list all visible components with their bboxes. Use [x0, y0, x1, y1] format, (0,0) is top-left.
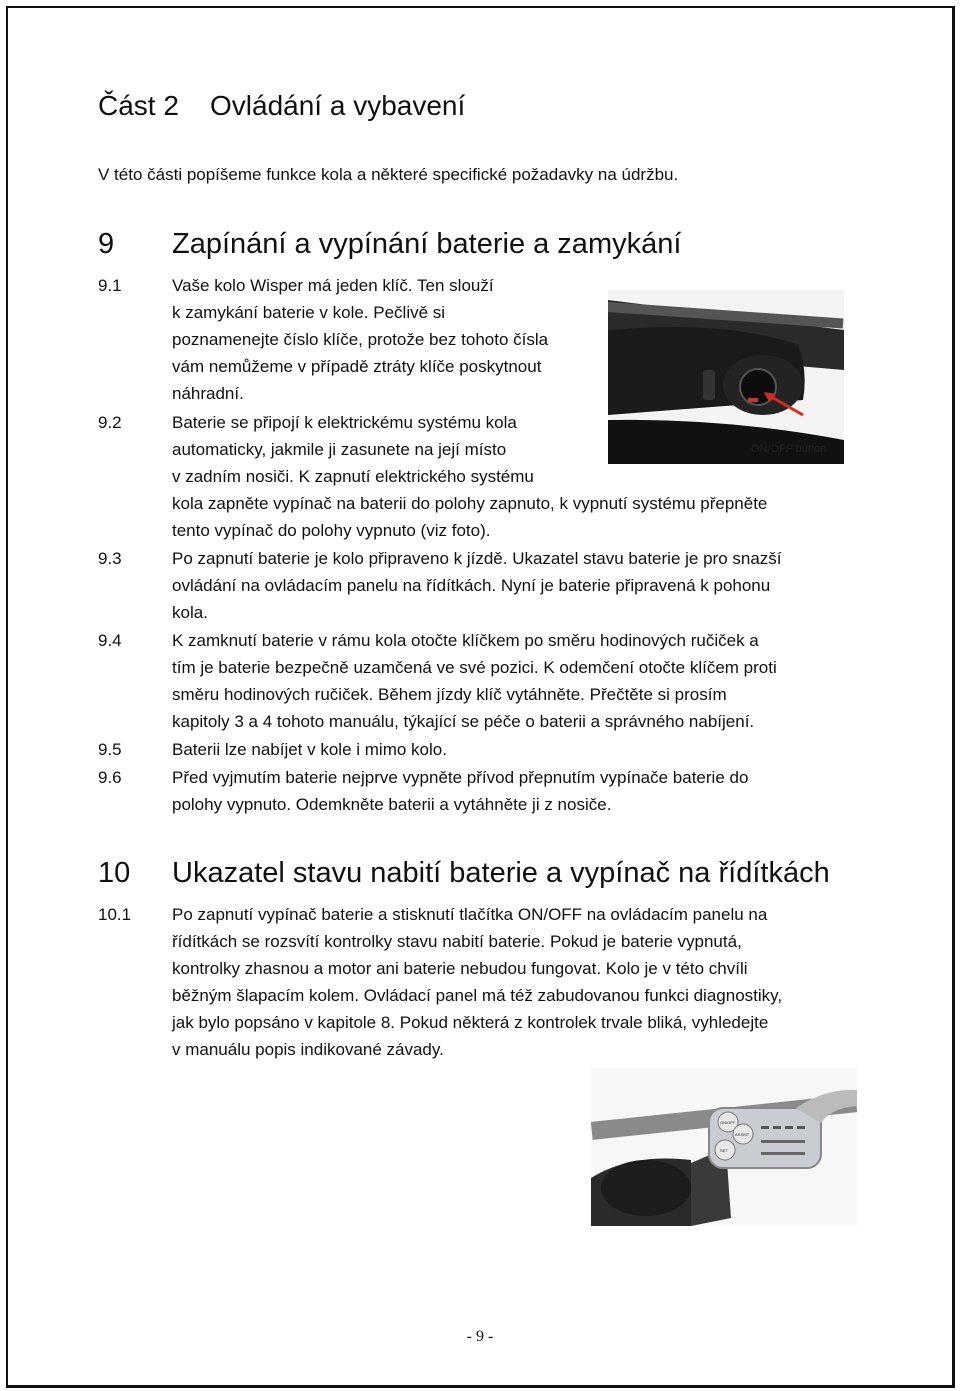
battery-switch-photo — [608, 290, 844, 464]
item-10-1-line: jak bylo popsáno v kapitole 8. Pokud některá z kontrolek trvale bliká, vyhledejte — [172, 1013, 769, 1032]
page-number: - 9 - — [466, 1328, 494, 1345]
item-9-2-number: 9.2 — [98, 413, 122, 432]
item-9-4-line: kapitoly 3 a 4 tohoto manuálu, týkající se péče o baterii a správného nabíjení. — [172, 712, 755, 731]
item-9-6-line: polohy vypnuto. Odemkněte baterii a vytáhněte ji z nosiče. — [172, 795, 612, 814]
part-heading — [98, 90, 465, 122]
panel-label-set: SET — [720, 1148, 728, 1153]
panel-label-assist: ASSIST — [735, 1132, 750, 1137]
item-9-4-line: tím je baterie bezpečně uzamčená ve své pozici. K odemčení otočte klíčem proti — [172, 658, 777, 677]
item-9-5-number: 9.5 — [98, 740, 122, 759]
item-9-6-number: 9.6 — [98, 768, 122, 787]
part-title: Ovládání a vybavení — [210, 90, 466, 121]
panel-label-onoff: ON/OFF — [720, 1120, 736, 1125]
item-10-1-line: Po zapnutí vypínač baterie a stisknutí tlačítka ON/OFF na ovládacím panelu na — [172, 905, 768, 924]
section-9-title: Zapínání a vypínání baterie a zamykání — [172, 228, 682, 260]
item-9-3-line: ovládání na ovládacím panelu na řídítkách. Nyní je baterie připravená k pohonu — [172, 576, 771, 595]
item-9-3-line: Po zapnutí baterie je kolo připraveno k jízdě. Ukazatel stavu baterie je pro snazší — [172, 549, 782, 568]
item-9-5-line: Baterii lze nabíjet v kole i mimo kolo. — [172, 740, 447, 759]
item-9-1-line: náhradní. — [172, 384, 244, 403]
item-9-1-line: Vaše kolo Wisper má jeden klíč. Ten slouží — [172, 276, 494, 295]
section-10-number: 10 — [98, 857, 131, 889]
item-9-2-line: Baterie se připojí k elektrickému systému kola — [172, 413, 517, 432]
item-9-4-number: 9.4 — [98, 631, 122, 650]
on-off-button-caption: ON/OFF button — [751, 443, 827, 455]
section-10-title: Ukazatel stavu nabití baterie a vypínač na řídítkách — [172, 857, 830, 889]
item-10-1-line: kontrolky zhasnou a motor ani baterie nebudou fungovat. Kolo je v této chvíli — [172, 959, 748, 978]
item-10-1-line: běžným šlapacím kolem. Ovládací panel má též zabudovanou funkci diagnostiky, — [172, 986, 783, 1005]
item-9-6-line: Před vyjmutím baterie nejprve vypněte přívod přepnutím vypínače baterie do — [172, 768, 749, 787]
intro-paragraph: V této části popíšeme funkce kola a některé specifické požadavky na údržbu. — [98, 165, 679, 184]
section-9-number: 9 — [98, 228, 115, 260]
section-9-heading — [98, 228, 798, 264]
part-number: Část 2 — [98, 90, 179, 121]
section-10-heading — [98, 857, 898, 893]
item-9-1-line: k zamykání baterie v kole. Pečlivě si — [172, 303, 446, 322]
item-9-3-number: 9.3 — [98, 549, 122, 568]
item-9-2-line: v zadním nosiči. K zapnutí elektrického systému — [172, 467, 534, 486]
item-9-2-line: kola zapněte vypínač na baterii do polohy zapnuto, k vypnutí systému přepněte — [172, 494, 768, 513]
handlebar-panel-photo — [591, 1068, 857, 1226]
item-10-1-number: 10.1 — [98, 905, 132, 924]
item-9-4-line: K zamknutí baterie v rámu kola otočte klíčkem po směru hodinových ručiček a — [172, 631, 759, 650]
item-9-1-line: vám nemůžeme v případě ztráty klíče poskytnout — [172, 357, 542, 376]
item-9-2-line: automaticky, jakmile ji zasunete na její místo — [172, 440, 507, 459]
item-9-4-line: směru hodinových ručiček. Během jízdy klíč vytáhněte. Přečtěte si prosím — [172, 685, 727, 704]
item-9-1-number: 9.1 — [98, 276, 122, 295]
item-9-1-line: poznamenejte číslo klíče, protože bez tohoto čísla — [172, 330, 549, 349]
item-10-1-line: v manuálu popis indikované závady. — [172, 1040, 444, 1059]
item-9-3-line: kola. — [172, 603, 208, 622]
item-9-2-line: tento vypínač do polohy vypnuto (viz foto). — [172, 521, 491, 540]
item-10-1-line: řídítkách se rozsvítí kontrolky stavu nabití baterie. Pokud je baterie vypnutá, — [172, 932, 742, 951]
